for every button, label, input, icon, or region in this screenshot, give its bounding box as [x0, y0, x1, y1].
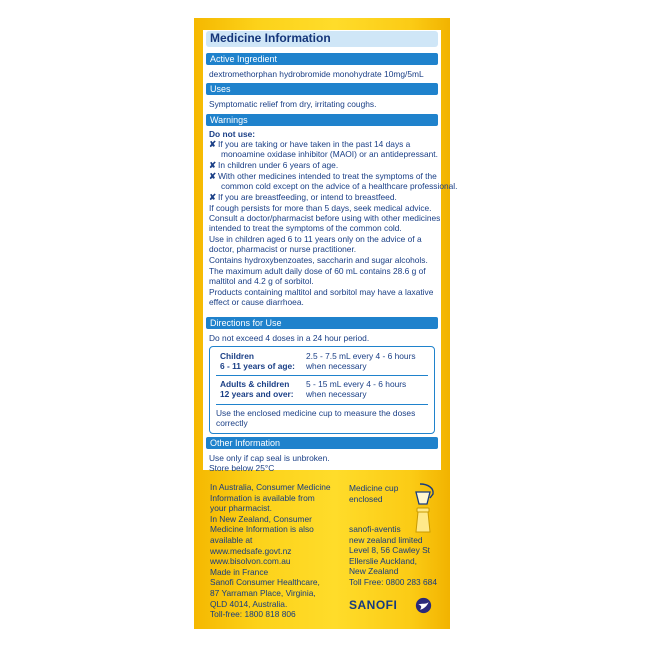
warning-line: doctor, pharmacist or nurse practitioner. — [209, 244, 357, 254]
dosage-age-label: 6 - 11 years of age: — [220, 361, 295, 371]
footer-left-line: In Australia, Consumer Medicine — [210, 482, 331, 492]
uses-heading-bar — [206, 83, 438, 95]
dosage-amount: 2.5 - 7.5 mL every 4 - 6 hours — [306, 351, 416, 361]
directions-intro: Do not exceed 4 doses in a 24 hour period. — [209, 333, 370, 343]
dosage-divider — [216, 404, 428, 405]
footer-left-line: available at — [210, 534, 253, 545]
warnings-heading: Warnings — [210, 115, 248, 125]
footer-left-line: Sanofi Consumer Healthcare, — [210, 577, 320, 588]
footer-right-line: New Zealand — [349, 566, 399, 577]
warning-item: ✘ If you are breastfeeding, or intend to breastfeed. — [209, 192, 397, 202]
directions-heading: Directions for Use — [210, 318, 282, 328]
footer-left-line: Made in France — [210, 566, 269, 577]
dosage-age-label: Children — [220, 351, 254, 361]
warning-line: Consult a doctor/pharmacist before using with other medicines — [209, 213, 441, 223]
warning-line: The maximum adult daily dose of 60 mL contains 28.6 g of — [209, 266, 426, 276]
sanofi-logo-icon — [415, 597, 432, 614]
dosage-age-label: 12 years and over: — [220, 389, 294, 399]
warning-line: maltitol and 4.2 g of sorbitol. — [209, 276, 314, 286]
warning-line: Contains hydroxybenzoates, saccharin and sugar alcohols. — [209, 255, 428, 265]
footer-right-text — [349, 524, 437, 588]
warning-item: ✘ With other medicines intended to treat the symptoms of the — [209, 171, 437, 181]
warning-item-continued: monoamine oxidase inhibitor (MAOI) or an antidepressant. — [221, 149, 438, 159]
warning-item-continued: common cold except on the advice of a healthcare professional. — [221, 181, 458, 191]
directions-heading-bar — [206, 317, 438, 329]
other-information-line: Store below 25°C — [209, 463, 275, 473]
cross-icon: ✘ — [209, 192, 217, 202]
dosage-amount: when necessary — [306, 389, 367, 399]
footer-left-line: www.medsafe.govt.nz — [210, 545, 292, 556]
cup-note: Use the enclosed medicine cup to measure the doses — [216, 408, 416, 418]
footer-left-line: Toll-free: 1800 818 806 — [210, 609, 296, 620]
footer-left-line: QLD 4014, Australia. — [210, 598, 288, 609]
dosage-age-label: Adults & children — [220, 379, 290, 389]
footer-right-line: sanofi-aventis — [349, 524, 401, 534]
footer-left-line: 87 Yarraman Place, Virginia, — [210, 587, 316, 598]
dosage-amount: 5 - 15 mL every 4 - 6 hours — [306, 379, 407, 389]
footer-left-line: Information is available from — [210, 492, 315, 503]
footer-left-line: In New Zealand, Consumer — [210, 513, 312, 524]
dosage-table — [209, 346, 435, 434]
dosage-divider — [216, 375, 428, 376]
cup-note: correctly — [216, 418, 248, 428]
warning-item: ✘ In children under 6 years of age. — [209, 160, 339, 170]
footer-left-line: your pharmacist. — [210, 503, 272, 514]
do-not-use-label: Do not use: — [209, 129, 256, 139]
other-information-line: Use only if cap seal is unbroken. — [209, 453, 330, 463]
footer-right-line: new zealand limited — [349, 534, 423, 545]
dosage-amount: when necessary — [306, 361, 367, 371]
other-information-heading-bar — [206, 437, 438, 449]
footer-left-line: www.bisolvon.com.au — [210, 556, 291, 567]
active-ingredient-heading: Active Ingredient — [210, 54, 278, 64]
cup-label: Medicine cup enclosed — [349, 483, 399, 504]
footer-right-line: Ellerslie Auckland, — [349, 555, 417, 566]
warning-line: Products containing maltitol and sorbitol may have a laxative — [209, 287, 434, 297]
footer-left-line: Medicine Information is also — [210, 524, 314, 535]
panel-title: Medicine Information — [210, 31, 331, 45]
cross-icon: ✘ — [209, 171, 217, 181]
warning-line: intended to treat the symptoms of the common cold. — [209, 223, 402, 233]
uses-text: Symptomatic relief from dry, irritating coughs. — [209, 99, 377, 109]
warnings-heading-bar — [206, 114, 438, 126]
active-ingredient-text: dextromethorphan hydrobromide monohydrate 10mg/5mL — [209, 69, 424, 79]
warning-line: effect or cause diarrhoea. — [209, 297, 304, 307]
cross-icon: ✘ — [209, 160, 217, 170]
active-ingredient-heading-bar — [206, 53, 438, 65]
footer-left-text — [210, 482, 331, 620]
medicine-information-panel — [203, 30, 458, 473]
warning-line: If cough persists for more than 5 days, seek medical advice. — [209, 203, 432, 213]
sanofi-wordmark: SANOFI — [349, 598, 398, 612]
cross-icon: ✘ — [209, 139, 217, 149]
footer-right-line: Toll Free: 0800 283 684 — [349, 576, 437, 587]
other-information-heading: Other Information — [210, 438, 281, 448]
warning-item: ✘ If you are taking or have taken in the past 14 days a — [209, 139, 411, 149]
panel-title-bar — [206, 31, 438, 47]
footer-right-line: Level 8, 56 Cawley St — [349, 545, 431, 556]
warning-line: Use in children aged 6 to 11 years only on the advice of a — [209, 234, 422, 244]
uses-heading: Uses — [210, 84, 231, 94]
